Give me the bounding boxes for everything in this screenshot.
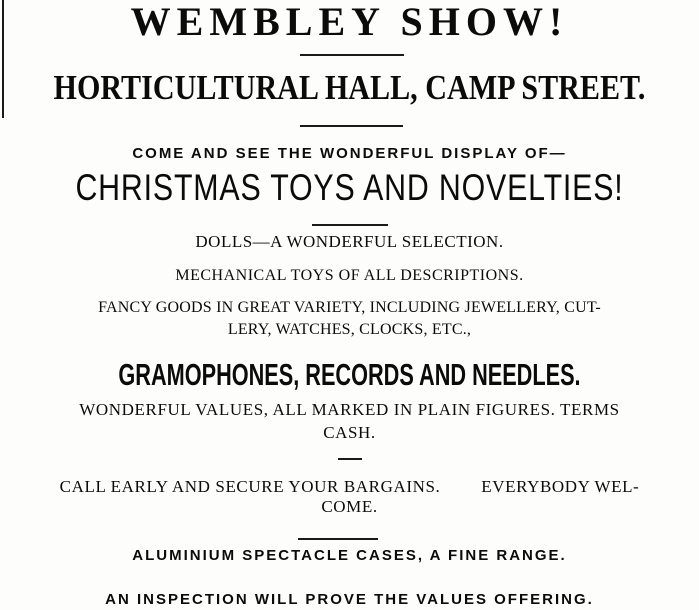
divider-rule (312, 224, 388, 226)
fancy-goods-line-1: FANCY GOODS IN GREAT VARIETY, INCLUDING JEWELLERY, CUT- (98, 299, 601, 316)
call-early-text: CALL EARLY AND SECURE YOUR BARGAINS. (59, 477, 441, 496)
venue-heading: HORTICULTURAL HALL, CAMP STREET. (53, 68, 646, 107)
main-headline: CHRISTMAS TOYS AND NOVELTIES! (75, 167, 624, 208)
invitation-line: COME AND SEE THE WONDERFUL DISPLAY OF— (132, 145, 567, 162)
mechanical-toys-line: MECHANICAL TOYS OF ALL DESCRIPTIONS. (175, 267, 524, 284)
fancy-goods-line-2: LERY, WATCHES, CLOCKS, ETC., (227, 321, 472, 338)
ad-title: WEMBLEY SHOW! (130, 0, 569, 44)
divider-rule (338, 458, 362, 460)
call-early-line-1 (0, 478, 699, 495)
everybody-welcome-text: EVERYBODY WEL- (481, 477, 640, 496)
divider-rule (298, 538, 378, 540)
divider-rule (300, 125, 403, 127)
inspection-line: AN INSPECTION WILL PROVE THE VALUES OFFERING. (105, 591, 594, 608)
call-early-line-2: COME. (321, 497, 378, 516)
dolls-line: DOLLS—A WONDERFUL SELECTION. (195, 232, 504, 251)
values-line-1: WONDERFUL VALUES, ALL MARKED IN PLAIN FIGURES. TERMS (79, 400, 620, 419)
aluminium-cases-line: ALUMINIUM SPECTACLE CASES, A FINE RANGE. (132, 547, 567, 564)
gramophones-heading: GRAMOPHONES, RECORDS AND NEEDLES. (118, 357, 581, 392)
values-line-2: CASH. (323, 423, 376, 442)
divider-rule (300, 54, 404, 56)
